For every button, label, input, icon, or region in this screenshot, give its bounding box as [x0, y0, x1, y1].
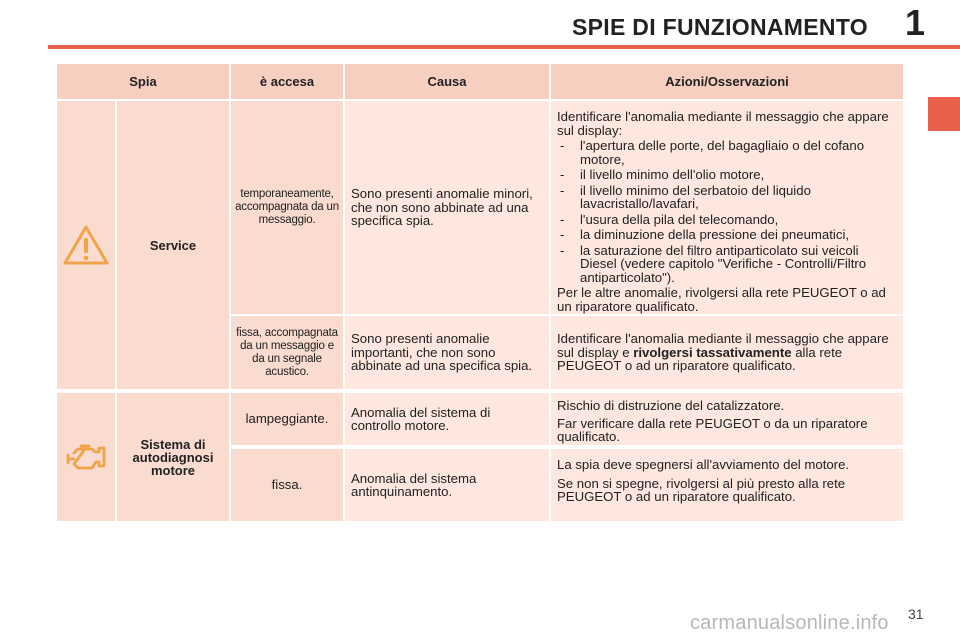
column-header-accesa: è accesa: [231, 64, 343, 99]
service-state-fixed: fissa, accompagnata da un messaggio e da un segnale acustico.: [231, 316, 343, 389]
list-item: - il livello minimo del serbatoio del liquido lavacristallo/lavafari,: [557, 184, 897, 211]
list-item: - la saturazione del filtro antiparticolato sui veicoli Diesel (vedere capitolo "Verifiche - Controlli/Filtro antiparticolato").: [557, 244, 897, 285]
service-state-temporary: temporaneamente, accompagnata da un messaggio.: [231, 101, 343, 314]
engine-icon: [66, 443, 106, 471]
actions-outro: Per le altre anomalie, rivolgersi alla rete PEUGEOT o ad un riparatore qualificato.: [557, 285, 886, 314]
engine-state-flashing: lampeggiante.: [231, 393, 343, 445]
service-actions-major: [551, 316, 903, 389]
warning-triangle-icon: [62, 224, 110, 266]
actions-text: Se non si spegne, rivolgersi al più presto alla rete PEUGEOT o ad un riparatore qualificato.: [557, 475, 846, 504]
warning-icon-cell: [57, 101, 115, 389]
service-cause-major: Sono presenti anomalie importanti, che non sono abbinate ad una specifica spia.: [345, 316, 549, 389]
engine-state-fixed: fissa.: [231, 449, 343, 521]
watermark: carmanualsonline.info: [690, 612, 889, 634]
column-header-azioni: Azioni/Osservazioni: [551, 64, 903, 99]
actions-text: Rischio di distruzione del catalizzatore.: [557, 398, 785, 413]
service-label: Service: [117, 101, 229, 389]
chapter-side-tab: [928, 97, 960, 131]
actions-intro: Identificare l'anomalia mediante il messaggio che appare sul display:: [557, 109, 889, 138]
service-cause-minor: Sono presenti anomalie minori, che non sono abbinate ad una specifica spia.: [345, 101, 549, 314]
engine-system-label: Sistema di autodiagnosi motore: [117, 393, 229, 521]
page-number: 31: [908, 606, 924, 622]
actions-text-post: alla rete PEUGEOT o ad un riparatore qualificato.: [557, 344, 843, 374]
list-item: - il livello minimo dell'olio motore,: [557, 168, 897, 182]
page-title: SPIE DI FUNZIONAMENTO: [572, 14, 868, 40]
actions-text: [557, 332, 897, 373]
engine-actions-flashing: [551, 393, 903, 445]
engine-icon-cell: [57, 393, 115, 521]
header-rule: [48, 45, 960, 49]
anomaly-list: [557, 139, 897, 284]
list-item: - la diminuzione della pressione dei pneumatici,: [557, 228, 897, 242]
column-header-causa: Causa: [345, 64, 549, 99]
chapter-number: 1: [905, 2, 926, 43]
list-item: - l'usura della pila del telecomando,: [557, 213, 897, 227]
actions-text-pre: Identificare l'anomalia mediante il messaggio che appare sul display e: [557, 331, 889, 360]
actions-text-bold: rivolgersi tassativamente: [633, 344, 792, 360]
service-actions-minor: [551, 101, 903, 314]
actions-text: La spia deve spegnersi all'avviamento del motore.: [557, 457, 850, 472]
column-header-spia: Spia: [57, 64, 229, 99]
engine-cause-control: Anomalia del sistema di controllo motore.: [345, 393, 549, 445]
actions-text: Far verificare dalla rete PEUGEOT o da un riparatore qualificato.: [557, 415, 868, 444]
engine-actions-fixed: [551, 449, 903, 521]
engine-cause-emissions: Anomalia del sistema antinquinamento.: [345, 449, 549, 521]
list-item: - l'apertura delle porte, del bagagliaio o del cofano motore,: [557, 139, 897, 166]
